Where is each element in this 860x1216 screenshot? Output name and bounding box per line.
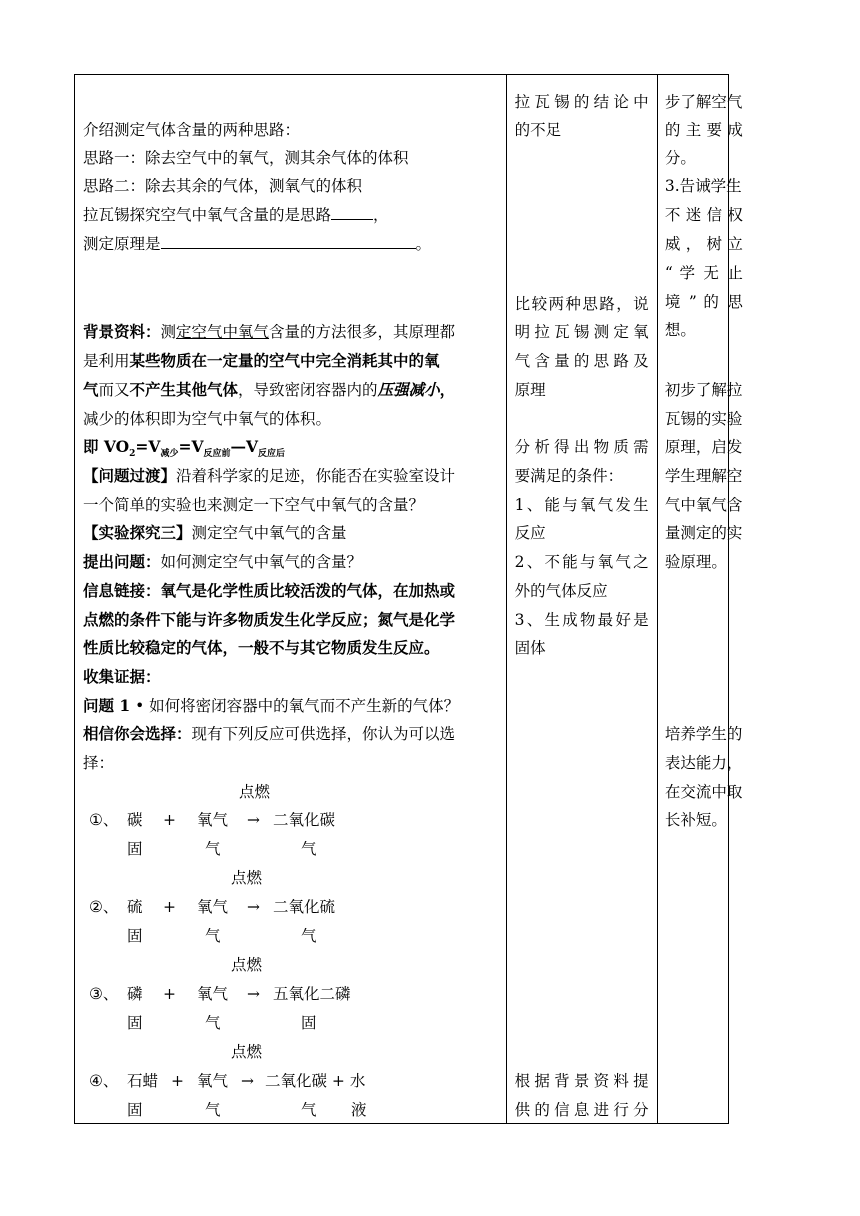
info-link-line-2: 点燃的条件下能与许多物质发生化学反应；氮气是化学: [83, 610, 456, 629]
intro-line: 介绍测定气体含量的两种思路：: [83, 121, 301, 139]
product: 五氧化二磷: [273, 985, 351, 1003]
lavoisier-question: 拉瓦锡探究空气中氧气含量的是思路 ，: [83, 206, 389, 224]
info-link-line-3: 性质比较稳定的气体，一般不与其它物质发生反应。: [83, 638, 440, 657]
answer-blank: [161, 234, 416, 249]
intent-text: 量测定的实: [664, 524, 743, 542]
oxygen: 氧气: [197, 898, 229, 916]
volume-formula: 即 $VO_2=V_{减少}=V_{反应前}—V_{反应后}$: [83, 437, 286, 460]
background-line-2: 是利用某些物质在一定量的空气中完全消耗其中的氧: [83, 351, 440, 370]
reaction-number: ①、: [89, 811, 119, 829]
intent-text: 步了解空气: [664, 93, 743, 111]
product: 二氧化碳 + 水: [265, 1072, 366, 1090]
activity-text: 固体: [514, 639, 546, 657]
activity-text: 反应: [514, 524, 546, 542]
reaction-condition: 点燃: [239, 783, 271, 801]
plus-sign: +: [163, 985, 176, 1003]
idea-two: 思路二：除去其余的气体，测氧气的体积: [83, 177, 363, 195]
background-line-3: 气而又不产生其他气体，导致密闭容器内的压强减小，: [83, 380, 456, 399]
transition-line-2: 一个简单的实验也来测定一下空气中氧气的含量？: [83, 496, 425, 514]
choose-line-1: 相信你会选择：现有下列反应可供选择，你认为可以选: [83, 724, 456, 743]
reaction-number: ②、: [89, 898, 119, 916]
state-label: 固: [127, 1014, 143, 1032]
state-label: 气: [205, 927, 221, 945]
principle-question: 测定原理是 。: [83, 235, 432, 253]
experiment-three-heading: 【实验探究三】测定空气中氧气的含量: [83, 523, 347, 542]
state-label: 气: [301, 1101, 317, 1119]
activity-text: 1、能与氧气发生: [514, 496, 649, 514]
intent-text: 长补短。: [664, 811, 727, 829]
oxygen: 氧气: [197, 811, 229, 829]
plus-sign: +: [163, 811, 176, 829]
intent-text: 威 ， 树 立: [664, 235, 743, 253]
plus-sign: +: [163, 898, 176, 916]
lesson-table: [74, 74, 743, 1124]
state-label: 液: [351, 1101, 367, 1119]
intent-text: 验原理。: [664, 553, 727, 571]
intent-text: 不 迷 信 权: [664, 206, 743, 224]
reactant: 磷: [127, 985, 143, 1003]
reaction-condition: 点燃: [231, 869, 263, 887]
idea-one: 思路一：除去空气中的氧气，测其余气体的体积: [83, 149, 409, 167]
intent-text: 分。: [664, 149, 696, 167]
intent-text: 在交流中取: [664, 783, 743, 801]
content-column: [75, 75, 507, 1124]
intent-text: 表达能力，: [664, 754, 743, 772]
info-link-line-1: 信息链接：氧气是化学性质比较活泼的气体，在加热或: [83, 581, 456, 600]
background-line-1: 背景资料：测定空气中氧气含量的方法很多，其原理都: [83, 322, 456, 341]
activity-column: [506, 75, 657, 1124]
state-label: 气: [205, 1014, 221, 1032]
activity-text: 3、生成物最好是: [514, 611, 649, 629]
reactant: 硫: [127, 898, 143, 916]
intent-text: 想。: [664, 321, 696, 339]
intent-text: 初步了解拉: [664, 381, 743, 399]
collect-evidence: 收集证据：: [83, 667, 161, 686]
intent-text: “ 学 无 止: [664, 264, 743, 282]
plus-sign: +: [171, 1072, 184, 1090]
intent-text: 原理，启发: [664, 438, 743, 456]
state-label: 气: [205, 840, 221, 858]
activity-text: 根据背景资料提: [514, 1072, 649, 1090]
oxygen: 氧气: [197, 1072, 229, 1090]
intent-text: 的 主 要 成: [664, 121, 743, 139]
intent-text: 培养学生的: [664, 725, 743, 743]
reaction-number: ③、: [89, 985, 119, 1003]
intent-text: 学生理解空: [664, 467, 743, 485]
answer-blank: [331, 205, 373, 220]
activity-text: 外的气体反应: [514, 582, 608, 600]
state-label: 气: [301, 840, 317, 858]
activity-text: 明拉瓦锡测定氧: [514, 323, 649, 341]
state-label: 固: [127, 1101, 143, 1119]
arrow-icon: →: [247, 985, 260, 1003]
state-label: 固: [127, 927, 143, 945]
state-label: 气: [301, 927, 317, 945]
arrow-icon: →: [247, 811, 260, 829]
question-one: 问题 1 • 如何将密闭容器中的氧气而不产生新的气体？: [83, 696, 460, 715]
arrow-icon: →: [241, 1072, 254, 1090]
oxygen: 氧气: [197, 985, 229, 1003]
transition-line-1: 【问题过渡】沿着科学家的足迹，你能否在实验室设计: [83, 466, 456, 485]
arrow-icon: →: [247, 898, 260, 916]
reaction-number: ④、: [89, 1072, 119, 1090]
choose-line-2: 择：: [83, 754, 115, 772]
reaction-condition: 点燃: [231, 1043, 263, 1061]
intent-text: 气中氧气含: [664, 496, 743, 514]
activity-text: 的不足: [514, 121, 562, 139]
activity-text: 气含量的思路及: [514, 352, 649, 370]
activity-text: 原理: [514, 381, 546, 399]
activity-text: 2、不能与氧气之: [514, 553, 649, 571]
state-label: 固: [127, 840, 143, 858]
product: 二氧化碳: [273, 811, 336, 829]
product: 二氧化硫: [273, 898, 336, 916]
reactant: 碳: [127, 811, 143, 829]
reactant: 石蜡: [127, 1072, 159, 1090]
intent-text: 境 ” 的 思: [664, 293, 743, 311]
reaction-condition: 点燃: [231, 956, 263, 974]
activity-text: 比较两种思路，说: [514, 295, 649, 313]
activity-text: 要满足的条件：: [514, 467, 624, 485]
intent-text: 瓦锡的实验: [664, 410, 743, 428]
activity-text: 供的信息进行分: [514, 1101, 649, 1119]
state-label: 固: [301, 1014, 317, 1032]
raise-question: 提出问题：如何测定空气中氧气的含量？: [83, 552, 363, 571]
activity-text: 分析得出物质需: [514, 438, 649, 456]
background-line-4: 减少的体积即为空气中氧气的体积。: [83, 410, 332, 428]
intent-text: 3.告诫学生: [664, 177, 742, 195]
activity-text: 拉瓦锡的结论中: [514, 93, 649, 111]
intent-column: [657, 75, 743, 1124]
state-label: 气: [205, 1101, 221, 1119]
